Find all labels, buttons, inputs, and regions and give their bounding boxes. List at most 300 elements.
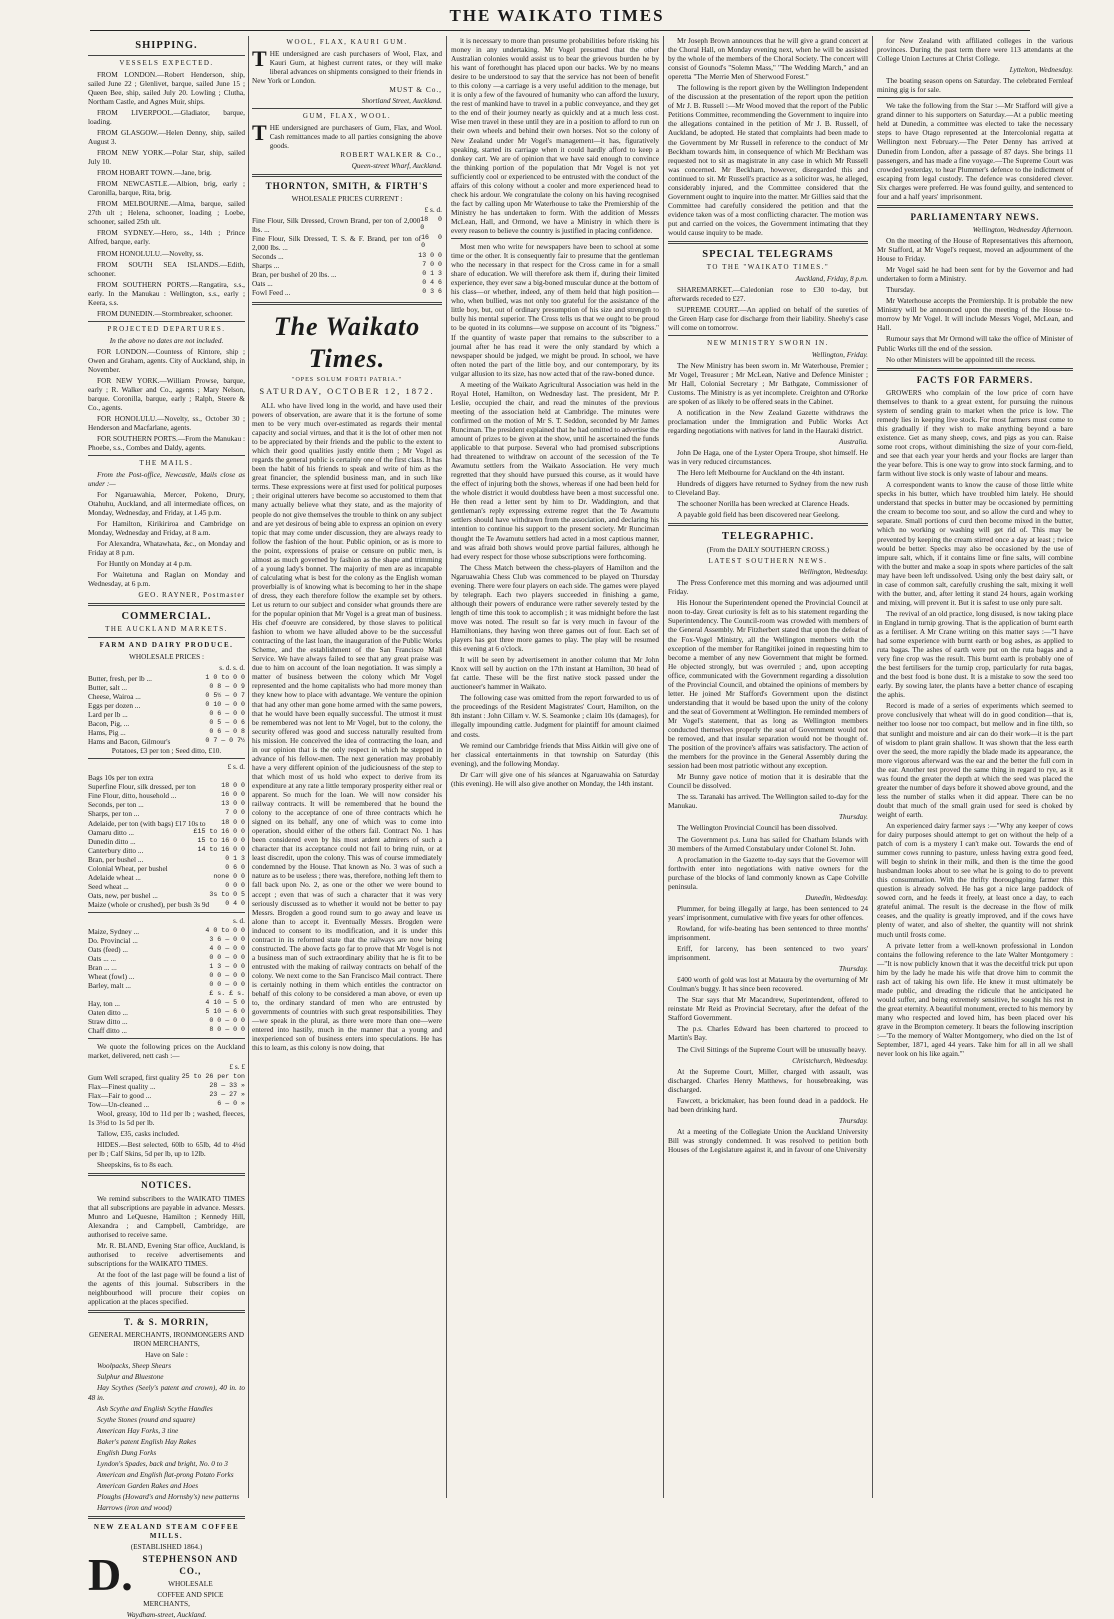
paragraph: FROM SOUTHERN PORTS.—Rangatira, s.s., early. In the Manukau : Wellington, s.s., early ; Keera, s.s. (88, 279, 245, 307)
price-value: 4 10 — 5 0 (205, 998, 245, 1006)
price-value: 23 — 27 » (209, 1090, 245, 1098)
price-value: 25 to 26 per ton (181, 1072, 245, 1080)
price-row (252, 288, 442, 297)
southern-text (668, 578, 868, 810)
price-row (252, 252, 442, 261)
rule (877, 97, 1073, 98)
price-value: 14 to 16 0 0 (197, 845, 245, 853)
price-row (88, 1100, 245, 1109)
rule (88, 455, 245, 456)
notices-list (88, 1194, 245, 1307)
morrin-have: Have on Sale : (145, 1350, 188, 1360)
paragraph: The Civil Sittings of the Supreme Court will be unusually heavy. (677, 1044, 867, 1054)
rule (88, 1173, 245, 1176)
price-value: 0 6 — 0 8 (209, 728, 245, 736)
price-item: Bran, per bushel ... (88, 854, 144, 864)
price-item: Maize, Sydney ... (88, 927, 140, 937)
price-value: 6 — 0 » (217, 1100, 245, 1108)
chess-item: The Chess Match between the chess-players of Hamilton and the Ngaruawahia Chess Club was commenced to be played on Thursday evening. There were four players on each side. The games were played by telegraph. Each two players succeeded in finishing a game, although their powers of endurance were rather severely tested by the length of time this took to accomplish ; it was midnight before the last move was noted. The result so far is very much in favour of the Hamiltonians, they having won three games out of four. Each set of players has got three more games to play. The play will be resumed this evening at 6 o'clock. (451, 562, 659, 654)
departures-heading: PROJECTED DEPARTURES. (107, 324, 226, 333)
price-item: Sharps, per ton ... (88, 809, 140, 819)
gum-ad-text: HE undersigned are purchasers of Gum, Flax, and Wool. Cash remittances made to all parties consigning the above goods. (269, 122, 442, 150)
paragraph: Fawcett, a brickmaker, has been found dead in a paddock. He had been drinking hard. (668, 1095, 868, 1114)
price-row (252, 216, 442, 234)
paragraph: Mr Vogel said he had been sent for by the Governor and had undertaken to form a Ministry. (877, 265, 1073, 284)
price-item: Flax—Fair to good ... (88, 1090, 152, 1100)
price-item: Bacon, Pig, ... (88, 719, 130, 729)
price-row (88, 800, 245, 809)
rule (252, 174, 442, 177)
australia-text (668, 448, 868, 519)
wool-ad-address: Shortland Street, Auckland. (361, 95, 442, 105)
price-row (88, 1026, 245, 1035)
rule (668, 241, 868, 244)
price-row (88, 1091, 245, 1100)
paragraph: The New Ministry has been sworn in. Mr Waterhouse, Premier ; Mr Vogel, Treasurer ; Mr McLean, Native and Defence Minister ; Mr Hall, Colonial Secretary ; Mr Bathgate, Commissioner of Customs. The Ministry is as yet incomplete. Creighton and O'Rorke are spoken of as likely to be offered seats in the Cabinet. (668, 360, 868, 406)
carr-item: Dr Carr will give one of his séances at Ngaruawahia on Saturday (this evening). He will also give another on Monday, the 14th instant. (451, 769, 659, 788)
price-value: 4 0 to 0 0 (205, 927, 245, 935)
rule (252, 108, 442, 109)
column-divider (663, 36, 664, 1498)
thornton-units: £ s. d. (424, 205, 442, 215)
price-row (252, 270, 442, 279)
price-value: none 0 0 (213, 872, 245, 880)
hides-line: HIDES.—Best selected, 60lb to 65lb, 4d to 4¼d per lb ; Calf Skins, 5d per lb, up to 12lb. (88, 1140, 245, 1159)
price-value: 13 0 0 (418, 252, 442, 260)
stephenson-ad (88, 1549, 245, 1619)
departures-note: In the above no dates are not included. (109, 335, 224, 345)
parliamentary-text (877, 236, 1073, 364)
price-item: Maize (whole or crushed), per bush 3s 9d (88, 899, 210, 909)
paragraph: Hay Scythes (Seely's patent and crown), 40 in. to 48 in. (88, 1383, 245, 1402)
price-row (88, 773, 245, 782)
price-value: 0 7 — 0 7½ (205, 737, 245, 745)
price-row (88, 683, 245, 692)
thursday-dateline: Thursday. (839, 812, 868, 822)
price-row (88, 900, 245, 909)
price-value: 18 0 0 (221, 818, 245, 826)
paper-motto: "OPES SOLUM FORTI PATRIA." (292, 377, 402, 383)
price-item: Hams and Bacon, Gilmour's (88, 737, 171, 747)
price-value: 0 3 6 (422, 288, 442, 296)
mails-intro: From the Post-office, Newcastle, Mails close as under :— (88, 469, 245, 488)
price-value: 15 to 16 0 0 (197, 836, 245, 844)
price-item: Adelaide, per ton (with bags) £17 10s to (88, 818, 206, 828)
price-item: Hay, ton ... (88, 998, 120, 1008)
price-value: 0 0 0 (225, 881, 245, 889)
paragraph: The schooner Norilla has been wrecked at Clarence Heads. (677, 499, 850, 509)
price-value: £15 to 16 0 0 (193, 827, 245, 835)
paragraph: The ss. Taranaki has arrived. The Wellington sailed to-day for the Manukau. (668, 792, 868, 811)
price-value: 0 5 — 0 6 (209, 719, 245, 727)
paragraph: Plummer, for being illegally at large, has been sentenced to 24 years' imprisonment, cumulative with five years for other offences. (668, 903, 868, 922)
paragraph: FROM LONDON.—Robert Henderson, ship, sailed June 22 ; Glenlivet, barque, sailed June 15 ; Queen Bee, ship, sailed July 20. Lowling ; Clutha, Northam Castle, and Agnes Muir, ships. (88, 69, 245, 106)
telegraphic-source: (From the DAILY SOUTHERN CROSS.) (706, 545, 830, 555)
price-item: Dunedin ditto ... (88, 836, 136, 846)
price-item: Oamaru ditto ... (88, 827, 135, 837)
price-value: 3s to 0 5 (209, 890, 245, 898)
gum-intro: We quote the following prices on the Auckland market, delivered, nett cash :— (88, 1041, 245, 1060)
price-row (88, 828, 245, 837)
thursday-text (668, 975, 868, 1053)
price-value: 0 1 3 (422, 270, 442, 278)
paragraph: American and English flat-prong Potato Forks (97, 1469, 234, 1479)
price-value: 0 0 — 0 0 (209, 954, 245, 962)
masthead: THE WAIKATO TIMES (449, 6, 665, 25)
price-value: 7 0 0 (225, 809, 245, 817)
paragraph: At the Supreme Court, Miller, charged with assault, was discharged. Charles Henry Matthews, for housebreaking, was discharged. (668, 1066, 868, 1094)
top-rule (90, 30, 1030, 31)
column-3 (451, 36, 659, 1498)
paragraph: The revival of an old practice, long disused, is now taking place in England in turnip growing. That is the application of burnt earth as a fertiliser. A Mr Crane writing on this matter says :—"I have had some experience with burnt earth or bog ashes, as applied to ruta bagas. The ashes of earth were put on the ruta bagas and a very fine crop was the result. This burnt earth is probably one of the best fertilisers for the turnip crop, particularly for ruta bagas, and the best food is bone dust. It is a mistake to sow the seed too early. By sowing later, the plants have a better chance of escaping the aphis. (877, 608, 1073, 700)
price-item: Fine Flour, ditto, household ... (88, 791, 177, 801)
rule (88, 758, 245, 759)
price-row (88, 1017, 245, 1026)
paragraph: For Hamilton, Kirikiriroa and Cambridge on Monday, Wednesday and Friday, at 8 a.m. (88, 519, 245, 538)
price-value: 4 0 — 0 0 (209, 945, 245, 953)
paragraph: SHAREMARKET.—Caledonian rose to £30 to-day, but afterwards receded to £27. (668, 284, 868, 303)
wool-ad-text: HE undersigned are cash purchasers of Wool, Flax, and Kauri Gum, at highest current rates, or they will make liberal advances on shipments consigned to their friends in New York or London. (252, 48, 442, 85)
coffee-established: (ESTABLISHED 1864.) (130, 1542, 203, 1552)
wholesale-label: WHOLESALE PRICES : (129, 651, 204, 661)
telegrams-heading: SPECIAL TELEGRAMS (702, 249, 834, 261)
paragraph: American Hay Forks, 3 tine (97, 1425, 179, 1435)
price-row (88, 728, 245, 737)
price-item: Fine Flour, Silk Dressed, T. S. & F. Brand, per ton of 2,000 lbs. ... (252, 234, 422, 253)
price-value: 1 3 — 0 0 (209, 963, 245, 971)
price-row (88, 710, 245, 719)
price-value: 3 6 — 0 0 (209, 936, 245, 944)
rule (877, 368, 1073, 371)
column-divider (872, 36, 873, 1498)
parliamentary-heading: PARLIAMENTARY NEWS. (910, 211, 1040, 222)
gum-ad (252, 119, 442, 170)
column-2 (252, 36, 442, 1498)
paper-title: The Waikato Times. (273, 311, 421, 373)
column-1 (88, 36, 245, 1619)
star-item: We take the following from the Star :—Mr Stafford will give a grand dinner to his supporters on Saturday.—At a public meeting held at Dunedin, a committee was elected to take the necessary steps to have Otago represented at the Intercolonial regatta at Wellington next February.—The Peter Denny has arrived at Dunedin from London, after a passage of 87 days. She brings 11 passengers, and has made a fine voyage.—The Supreme Court was crowded yesterday, to hear Plummer's defence to the indictment of escaping from legal custody. The defence was considered clever. Six charges were preferred. He was found guilty, and sentenced to four and a half years' imprisonment. (877, 101, 1073, 201)
paragraph: For Waitetuna and Raglan on Monday and Wednesday, at 6 p.m. (88, 570, 245, 589)
stephenson-wholesale: WHOLESALE (168, 1578, 213, 1588)
collegiate-text: At a meeting of the Collegiate Union the Auckland University Bill was strongly condemned. It was resolved to petition both Houses of the Legislature against it, and in favour of one University (668, 1126, 868, 1154)
shipping-heading: SHIPPING. (135, 40, 198, 51)
thornton-heading: THORNTON, SMITH, & FIRTH'S (265, 180, 429, 191)
paragraph: The p.s. Charles Edward has been chartered to proceed to Martin's Bay. (668, 1024, 868, 1043)
price-row (88, 855, 245, 864)
wool-line: Wool, greasy, 10d to 11d per lb ; washed, fleeces, 1s 3½d to 1s 5d per lb. (88, 1109, 245, 1128)
price-row (88, 791, 245, 800)
editorial-continued (451, 36, 659, 235)
price-item: Gum Well scraped, first quality (88, 1072, 180, 1082)
farm-units: s. d. s. d. (219, 662, 245, 672)
rule (88, 55, 245, 56)
column-5 (877, 36, 1073, 1498)
gum-price-table (88, 1073, 245, 1109)
price-value: 0 4 0 (225, 899, 245, 907)
price-row (88, 927, 245, 936)
wool-ad-firm: MUST & Co., (389, 84, 442, 94)
sale-item: It will be seen by advertisement in another column that Mr John Knox will sell by auction on the 17th instant at Hamilton, 30 head of fat cattle. These will be the first native stock passed under the auctioneer's hammer in Waikato. (451, 655, 659, 692)
paragraph: FROM HONOLULU.—Novelty, ss. (97, 248, 204, 258)
wool-ad (252, 45, 442, 105)
price-row (88, 936, 245, 945)
price-row (88, 837, 245, 846)
paragraph: FOR HONOLULU.—Novelty, ss., October 30 ; Henderson and Macfarlane, agents. (88, 413, 245, 432)
price-item: Tow—Un-cleaned ... (88, 1100, 150, 1110)
paragraph: The Wellington Provincial Council has been dissolved. (677, 823, 838, 833)
price-row (88, 963, 245, 972)
lyttelton-text: The boating season opens on Saturday. The celebrated Fernleaf mining gig is for sale. (877, 76, 1073, 95)
price-value: £ s. £ s. (209, 990, 245, 998)
cross-item: Most men who write for newspapers have been to school at some time or the other. It is consequently fair to presume that the gentleman who the necessary in that respect for the Cross came in for a small share of education. We will therefore ask them if, during their limited experience, they ever saw a big-boned muscular dunce at the bottom of his class—or whether, indeed, any of them held that high position—who, when bullied, was not only too grateful for the assistance of the little boy, but, out of ordinary presumption of his size and strength to bully his mental superior. The Cross tells us that we ought to be proud to be quoted in its columns—we suppose on account of its "bigness." If the quantity of waste paper that remains to the subscriber to a journal after he has read it were the only standard by which a newspaper should be judged, we might be proud. In school, we have often noted the part of the little boy, and our contemporary, by its vulgar allusion to its size, has now acted that of the raw-boned dunce. (451, 242, 659, 378)
coffee-heading: NEW ZEALAND STEAM COFFEE MILLS. (93, 1523, 240, 1540)
morrin-items (88, 1361, 245, 1512)
australia-dateline: Australia. (839, 437, 868, 447)
gum-units: £ s. £ (229, 1061, 245, 1071)
facts-text (877, 388, 1073, 1058)
price-row (88, 1082, 245, 1091)
paragraph: An experienced dairy farmer says :—"Why any keeper of cows for dairy purposes should attempt to get on without the help of a patch of corn is a mystery I can't make out. Towards the end of summer cows running to pasture, unless having extra good feed, will begin to shrink in their milk, and then is the time the good husbandman looks about to see what he is going to do to prevent this consummation. With the thrifty thoroughgoing farmer this question is already solved. He has got a nice large paddock of sowed corn, and he feeds it freely, at least once a day, to each grateful animal. The result is the decrease in the flow of milk ceases, and the quality is greatly improved, and if the cows have plenty of water, and also of shelter, the quantity will not shrink much until frosts come. (877, 820, 1073, 939)
paragraph: A private letter from a well-known professional in London contains the following reference to the late Walter Montgomery :—"It is now publicly known that it was the deceitful trick put upon him by the lady he made his wife that drove him to commit the rash act of taking his own life. He knew it must ultimately be made public, and dreading the ridicule that he anticipated he would suffer, and being extremely sensitive, he sought his rest in the great eternity. A beautiful monument, erected to his memory by many who respected and loved him, has been placed over his grave in the Brompton cemetery. It bears the following inscription :—'To the memory of Walter Montgomery, who died on the 1st of September, 1871, aged 44 years. Take him for all in all we shall never look on his like again.'" (877, 940, 1073, 1059)
stephenson-initial: D. (88, 1549, 133, 1601)
paper-dateline: SATURDAY, OCTOBER 12, 1872. (259, 386, 435, 397)
price-item: Cheese, Wairoa ... (88, 691, 141, 701)
vessels-heading: VESSELS EXPECTED. (119, 59, 214, 68)
rule (668, 335, 868, 336)
paragraph: Lyndon's Spades, back and bright, No. 0 to 3 (97, 1458, 228, 1468)
editorial-text (252, 401, 442, 1052)
paragraph: FROM MELBOURNE.—Alma, barque, sailed 27th ult ; Helena, schooner, loading ; Loebe, schooner, sailed 25th ult. (88, 199, 245, 227)
paragraph: A correspondent wants to know the cause of those little white specks in his butter, which have troubled him lately. He should understand that specks in butter may be occasioned by permitting the cream to become too sour, and so allow the curd and whey to separate. Small portions of curd then become mixed in the butter, which no working or washing will get rid of. This may be prevented by keeping the cream stirred once a day at least ; twice would be better. Specks may also be occasioned by the use of impure salt, which, if it contains lime or fine salts, will combine with the butter and make a soap in spots where particles of the salt may have been left undissolved. Using only the best dairy salt, or in case of common salt, carefully crushing the salt, mixing it well with the butter, and, after letting it stand 24 hours, again working and mixing, will prevent it. But it is safest to use only pure salt. (877, 480, 1073, 607)
price-value: 16 0 0 (421, 234, 442, 250)
gum-ad-heading: GUM, FLAX, WOOL. (302, 111, 392, 120)
brown-concert-item: Mr Joseph Brown announces that he will give a grand concert at the Choral Hall, on Monday evening next, when he will be assisted by the whole of the members of the Choral Society. The concert will consist of Gounod's "Solemn Mass," "The Wedding March," and an operetta "The Merrie Men of Sherwood Forest." (668, 36, 868, 82)
price-row (88, 864, 245, 873)
price-value: 0 0 — 0 0 (209, 1016, 245, 1024)
grain-units: £ s. d. (227, 762, 245, 772)
paragraph: GROWERS who complain of the low price of corn have themselves to thank to a great extent, for pursuing the ruinous system of sending grain to market when the price is low. The remedy lies in keeping live stock. For most farmers must come to this gradually if they wish to make anything beyond a bare existence. Get as many sheep, cows, and pigs as you can. Raise some root crops, without diminishing the size of your corn-field, and see that each year your herds and your flocks are larger than the year before. This is one way to grow into stock farming, and to farm without live stock is only waste of labour and means. (877, 387, 1073, 479)
paragraph: FROM LIVERPOOL.—Gladiator, barque, loading. (88, 107, 245, 126)
stephenson-name: STEPHENSON AND CO., (142, 1554, 239, 1576)
paragraph: FROM GLASGOW.—Helen Denny, ship, sailed August 3. (88, 127, 245, 147)
price-item: Flax—Finest quality ... (88, 1081, 156, 1091)
paragraph: FROM HOBART TOWN.—Jane, brig. (97, 168, 212, 178)
ministry-dateline: Wellington, Friday. (811, 349, 868, 359)
farm-heading: FARM AND DAIRY PRODUCE. (99, 641, 234, 650)
paragraph: Thursday. (886, 285, 915, 295)
price-row (88, 1008, 245, 1017)
price-item: Superfine Flour, silk dressed, per ton (88, 782, 196, 792)
commercial-heading: COMMERCIAL. (121, 611, 212, 623)
sheepskins-line: Sheepskins, 6s to 8s each. (97, 1160, 173, 1170)
agricultural-item: A meeting of the Waikato Agricultural Association was held in the Royal Hotel, Hamilton, on Wednesday last. The president, Mr P. Leslie, occupied the chair, and read the minutes of the previous meeting of the association held at Cambridge. The minutes were confirmed on the motion of Mr S. T. Seddon, seconded by Mr James Runciman. The president explained that he had omitted to advertise the amount of prizes to be given at the show, until he ascertained the funds applicable to that purpose. Several who had promised subscriptions had threatened to withdraw on account of the secession of the Te Awamutu settlers from the Waikato Association. He very much regretted that they should have pursued this course, as it would have the effect of injuring both the shows, whereas if one had been held for the whole district it would doubtless have been a most successful one. He then read a letter sent by him to Dr. Waddington, and that gentleman's reply expressing extreme regret that the Te Awamutu settlers should have withdrawn from the association, and declaring his intention to continue his support to the present society. Mr Runciman thought the Te Awamutu settlers had acted in a most captious manner, and was afraid both shows would prove partial failures, although he had every respect for those whose subscriptions were forthcoming. (451, 379, 659, 561)
price-item: Barley, malt ... (88, 981, 131, 991)
mails-heading: THE MAILS. (139, 459, 194, 468)
telegraphic-heading: TELEGRAPHIC. (721, 531, 815, 543)
paragraph: Hundreds of diggers have returned to Sydney from the new rush to Cleveland Bay. (668, 479, 868, 498)
price-row (88, 692, 245, 701)
price-item: Seconds, per ton ... (88, 800, 144, 810)
gum-ad-address: Queen-street Wharf, Auckland. (351, 160, 442, 170)
southern-dateline: Wellington, Wednesday. (799, 567, 868, 577)
morrin-name: T. & S. MORRIN, (124, 1317, 209, 1328)
price-row (88, 1073, 245, 1082)
price-row (88, 882, 245, 891)
tallow-line: Tallow, £35, casks included. (97, 1129, 180, 1139)
price-item: Canterbury ditto ... (88, 845, 144, 855)
paragraph: English Dung Forks (97, 1447, 157, 1457)
rule (88, 637, 245, 638)
price-item: Oaten ditto ... (88, 1007, 128, 1017)
price-row (88, 701, 245, 710)
price-item: Bran, per bushel of 20 lbs. ... (252, 270, 337, 280)
price-item: Oats (feed) ... (88, 945, 128, 955)
paragraph: FOR SOUTHERN PORTS.—From the Manukau : Phoebe, s.s., Combes and Daldy, agents. (88, 434, 245, 453)
price-value: 0 4 6 (422, 279, 442, 287)
rule (88, 1310, 245, 1313)
dunedin-text (668, 904, 868, 962)
price-value: 0 0 — 0 0 (209, 972, 245, 980)
price-item: Oats ... (252, 279, 273, 289)
price-row (88, 972, 245, 981)
notices-heading: NOTICES. (141, 1180, 192, 1191)
paragraph: Mr Bunny gave notice of motion that it is desirable that the Council be dissolved. (668, 772, 868, 791)
price-item: Oats, new, per bushel ... (88, 890, 158, 900)
price-row (88, 674, 245, 683)
paragraph: The Star says that Mr Macandrew, Superintendent, offered to reinstate Mr Reid as Provincial Secretary, after the defeat of the Stafford Government. (668, 995, 868, 1023)
paragraph: FROM NEW YORK.—Polar Star, ship, sailed July 10. (88, 148, 245, 167)
grain-price-table (88, 773, 245, 909)
ministry-text (668, 361, 868, 435)
price-item: Bags 10s per ton extra (88, 773, 154, 783)
christchurch-dateline: Christchurch, Wednesday. (792, 1055, 868, 1065)
collegiate-continued: for New Zealand with affiliated colleges in the various provinces. During the past term there were 113 attendants at the College Union Lectures at Christ College. (877, 36, 1073, 64)
price-value: 0 0 — 0 0 (209, 981, 245, 989)
departures-list (88, 347, 245, 453)
paragraph: Eriff, for larceny, has been sentenced to two years' imprisonment. (668, 944, 868, 963)
paragraph: American Garden Rakes and Hoes (97, 1480, 199, 1490)
court-item: The following case was omitted from the report forwarded to us of the proceedings of the Resident Magistrates' Court, Hamilton, on the 8th instant : John Cillam v. W. S. Seamonke ; claim 10s (damages), for illegally impounding cattle. Judgment for plaintiff for amount claimed and costs. (451, 693, 659, 739)
rule (451, 238, 659, 239)
gum-ad-firm: ROBERT WALKER & Co., (340, 149, 442, 159)
rule (88, 321, 245, 322)
telegrams-subheading: TO THE "WAIKATO TIMES." (706, 263, 830, 272)
price-item: Lard per lb ... (88, 710, 128, 720)
paragraph: The Hero left Melbourne for Auckland on the 4th instant. (677, 468, 845, 478)
price-value: 18 0 0 (420, 216, 442, 232)
thornton-subheading: WHOLESALE PRICES CURRENT : (291, 194, 403, 204)
price-item: Butter, fresh, per lb ... (88, 673, 152, 683)
southern-news-heading: LATEST SOUTHERN NEWS. (708, 556, 828, 565)
rule (668, 523, 868, 526)
price-row (252, 234, 442, 252)
price-value: 18 0 0 (221, 782, 245, 790)
thursday-dateline: Thursday. (839, 1115, 868, 1125)
vessels-list (88, 70, 245, 318)
price-row (88, 891, 245, 900)
wool-ad-heading: WOOL, FLAX, KAURI GUM. (286, 38, 408, 46)
price-item: Butter, salt ... (88, 682, 128, 692)
paragraph: Woolpacks, Sheep Shears (97, 1361, 172, 1371)
christchurch-text (668, 1067, 868, 1114)
thornton-price-table (252, 216, 442, 297)
paragraph: it is necessary to more than presume probabilities before risking his money in any undertaking. Mr Vogel presumed that the other Australian colonies would assist us to bear the grievous burden he by his want of forethought has placed upon our backs. We by no means desire to be understood to say that the service has not been of benefit to this colony —a carriage is a very useful addition to the menage, but it is only a few of the favoured of humanity who can afford the luxury, the rest of mankind have to travel in a public conveyance, and they get to the end of their journey nearly as quickly and at a much less cost. Wise men travel in these until they are in a position to afford to run on their own wheels and behind their own horses. Not so the colony of New Zealand under Mr Vogel's management—it has, figuratively speaking, started its carriage when it could hardly afford to keep a donkey cart. We are of opinion that we have said enough to convince the thinking portion of the population that Mr Vogel is not yet sufficiently cool or experienced to be entrusted with the conduct of the affairs of this colony without a cooler and more experienced head to check his ardour. We congratulate the colony on his having recognised the fact by calling upon Mr Waterhouse to take the Premiership of the Ministry he has undertaken to form. With the addition of Messrs McLean, Hall, and Ormond, we have a Ministry in which there is every reason to believe the country is justified in placing confidence. (451, 36, 659, 235)
paragraph: For Huntly on Monday at 4 p.m. (97, 559, 192, 569)
paragraph: Baker's patent English Hay Rakes (97, 1436, 197, 1446)
price-value: 7 0 0 (422, 261, 442, 269)
column-4 (668, 36, 868, 1498)
paragraph: FROM DUNEDIN.—Stormbreaker, schooner. (97, 308, 233, 318)
postmaster-signature: GEO. RAYNER, Postmaster (138, 590, 245, 600)
petition-report-item: The following is the report given by the Wellington Independent of the discussion at the presentation of the report upon the petition of Mr J. B. Russell :—Mr Wood moved that the report of the Public Petitions Committee, recommending the Government to inquire into the allegations contained in the petition of Mr J. B. Russell, of Auckland, be adopted. He stated that complaints had been made to the Government by Mr Russell in reference to the conduct of Mr Beckham towards him, in consequence of which Mr Beckham was requested not to sit as magistrate in any case in which Mr Russell was concerned. Mr Beckham, however, disregarded this and continued to sit. Mr Russell's practice as a solicitor was, he alleged, considerably injured, and the Committee considered that the Government ought to inquire into the matter. Mr Gillies said that the Committee had carefully considered the petition and that the evidence taken was of a most conflicting character. The motion was put and carried on the voices, the Government intimating that they would cause inquiry to be made. (668, 83, 868, 237)
paragraph: £400 worth of gold was lost at Mataura by the overturning of Mr Coulman's buggy. It has since been recovered. (668, 975, 868, 994)
rule (88, 912, 245, 913)
paragraph: Ash Scythe and English Scythe Handles (97, 1403, 213, 1413)
price-row (88, 737, 245, 746)
feed-price-table (88, 927, 245, 1035)
price-item: Fine Flour, Silk Dressed, Crown Brand, per ton of 2,000 lbs. ... (252, 216, 421, 235)
price-row (88, 719, 245, 728)
paragraph: On the meeting of the House of Representatives this afternoon, Mr Stafford, at Mr Vogel's request, moved an adjournment of the House to Friday. (877, 236, 1073, 264)
price-row (88, 846, 245, 855)
paragraph: His Honour the Superintendent opened the Provincial Council at noon to-day. Great curiosity is felt as to his statement regarding the Superintendency. The Council-room was crowded with members of the General Assembly. Mr Fitzherbert stated that upon the defeat of the Fox-Vogel Ministry, all the Wellington members with the exception of the member for Rangitikei joined in requesting him to become a member of any new Government that might be formed. He objected strongly, but was overruled ; and, upon accepting office, communicated with the Government regarding a dissolution of the Provincial Council, and obtained the opinions of members by letter. He joined Mr Stafford's Government upon the distinct understanding that it would be based upon the unity of the colony and the seat of Government at Wellington. He reminded members of Mr Vogel's statement, that as long as Wellington members conducted themselves properly the seat of Government would not be removed, and that insular separation would not be thought of. The position of the province's affairs was satisfactory. The action of the members for the province in the General Assembly during the session had been most patriotic without any exception. (668, 598, 868, 771)
price-value: 0 10 — 0 0 (205, 700, 245, 708)
paragraph: Mr Waterhouse accepts the Premiership. It is probable the new Ministry will be announced upon the meeting of the House to-morrow by Mr Vogel. It will include Messrs Vogel, McLean, and Hall. (877, 296, 1073, 333)
paragraph: Mr. R. BLAND, Evening Star office, Auckland, is authorised to receive advertisements and subscriptions for the WAIKATO TIMES. (88, 1240, 245, 1268)
price-row (88, 873, 245, 882)
paragraph: Rowland, for wife-beating has been sentenced to three months' imprisonment. (668, 923, 868, 942)
price-value: 8 0 — 0 0 (209, 1025, 245, 1033)
paragraph: A notification in the New Zealand Gazette withdraws the proclamation under the Immigration and Public Works Act regarding negotiations with natives for land in the Hauraki district. (668, 407, 868, 436)
price-item: Colonial Wheat, per bushel (88, 863, 168, 873)
price-item: Adelaide wheat ... (88, 872, 141, 882)
price-item: Oats ... ... (88, 954, 116, 964)
paragraph: A proclamation in the Gazette to-day says that the Governor will forthwith enter into negotiations with native owners for the purchase of the blocks of land commonly known as Cape Colville peninsula. (668, 854, 868, 891)
price-value: 16 0 0 (221, 791, 245, 799)
paragraph: Sulphur and Bluestone (97, 1372, 164, 1382)
dunedin-dateline: Dunedin, Wednesday. (805, 892, 868, 902)
paragraph: Rumour says that Mr Ormond will take the office of Minister of Public Works till the end of the session. (877, 334, 1073, 353)
paragraph: Record is made of a series of experiments which seemed to prove conclusively that wheat will do in good condition—that is, neither too loose nor too compact, but mellow and in fine tilth, so that sunlight and moisture and air can do their work—it is the part of wisdom to plant grain shallow. It was shown that the less earth over the seed, the more rapidly the blade made its appearance, the more vigorous afterward was the ear and the better the full corn in the ear. Another test proved the same thing in regard to rye, as it was found the greater the depth at which the seed was placed the greater the number of days before it showed above ground, and the less the number of stalks when it did appear. There can be no doubt that much of the small grain used for seed is choked by weight of earth. (877, 701, 1073, 819)
mails-list (88, 490, 245, 588)
rule (88, 603, 245, 606)
price-row (88, 945, 245, 954)
parliamentary-dateline: Wellington, Wednesday Afternoon. (972, 224, 1073, 234)
price-row (88, 999, 245, 1008)
price-item: Seconds ... (252, 252, 284, 262)
southern-text-2 (668, 823, 868, 890)
price-row (88, 819, 245, 828)
paragraph: FROM SOUTH SEA ISLANDS.—Edith, schooner. (88, 259, 245, 278)
paragraph: Ploughs (Howard's and Hornsby's) new patterns (97, 1491, 240, 1501)
price-row (88, 954, 245, 963)
price-item: Hams, Pig ... (88, 728, 126, 738)
price-row (252, 261, 442, 270)
telegrams-dateline: Auckland, Friday, 8 p.m. (795, 273, 868, 283)
farm-price-table (88, 674, 245, 746)
price-value: 0 6 — 0 0 (209, 710, 245, 718)
price-value: 0 1 3 (225, 854, 245, 862)
feed-units: s. d. (233, 916, 245, 925)
column-divider (446, 36, 447, 1498)
rule (88, 1516, 245, 1519)
paragraph: FOR LONDON.—Countess of Kintore, ship ; Owen and Graham, agents. City of Auckland, ship, in November. (88, 346, 245, 374)
rule (88, 1038, 245, 1039)
wool-ad-initial: T (252, 45, 267, 71)
price-item: Sharps ... (252, 261, 280, 271)
paragraph: The Press Conference met this morning and was adjourned until Friday. (668, 578, 868, 597)
morrin-trade: GENERAL MERCHANTS, IRONMONGERS AND IRON MERCHANTS, (89, 1330, 244, 1349)
